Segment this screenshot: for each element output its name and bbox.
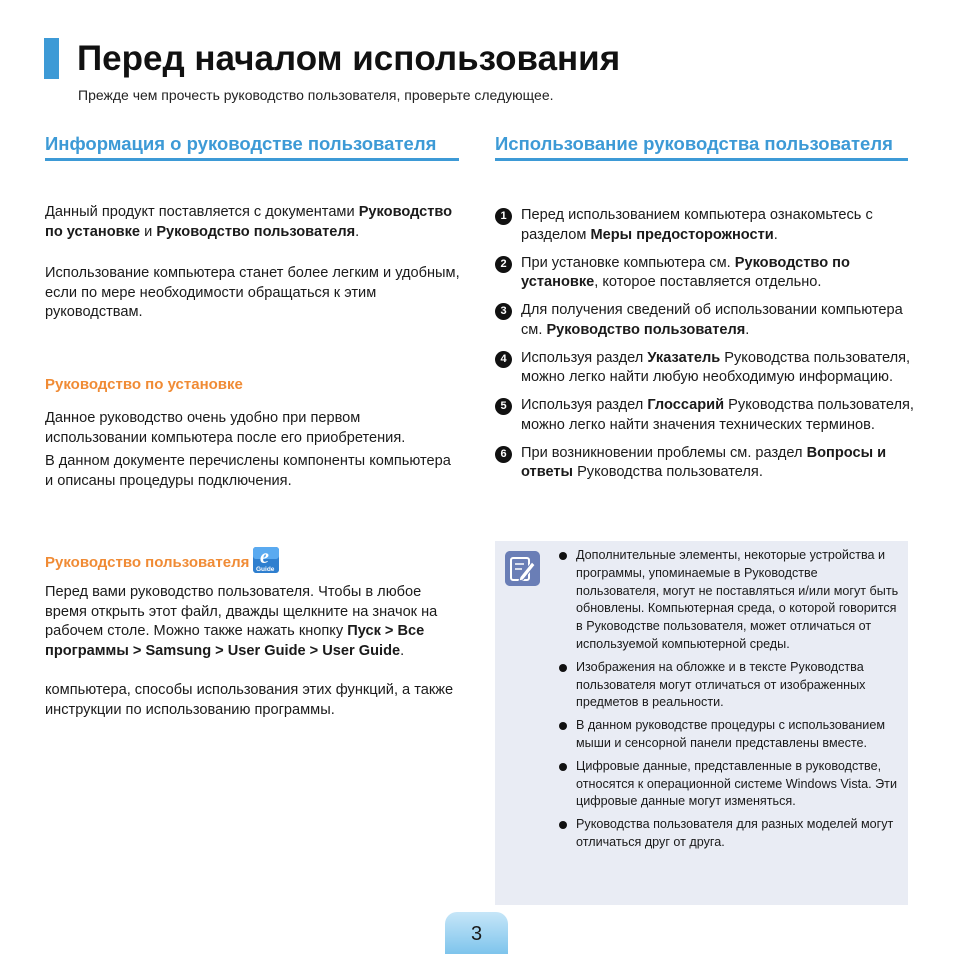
title-accent-bar (44, 38, 59, 79)
note-item: Дополнительные элементы, некоторые устройства и программы, упоминаемые в Руководстве пользователя, могут не поставляться и/или могут быть обновлены. Компьютерная среда, о которой говорится в Руководстве пользователя, может отличаться от используемой компьютерной среды. (559, 547, 899, 654)
right-section-heading: Использование руководства пользователя (495, 132, 908, 161)
page-title: Перед началом использования (77, 39, 621, 78)
e-guide-icon (253, 547, 279, 573)
note-item: Руководства пользователя для разных моделей могут отличаться друг от друга. (559, 816, 899, 852)
step-number-badge: 4 (495, 351, 512, 368)
bullet-icon (559, 552, 567, 560)
setup-guide-heading: Руководство по установке (45, 376, 243, 393)
setup-guide-paragraph-1: Данное руководство очень удобно при первом использовании компьютера после его приобретения. (45, 410, 406, 446)
user-guide-heading: Руководство пользователя e Guide (45, 547, 279, 573)
bullet-icon (559, 821, 567, 829)
bullet-icon (559, 664, 567, 672)
step-number-badge: 2 (495, 256, 512, 273)
page-subtitle: Прежде чем прочесть руководство пользователя, проверьте следующее. (78, 87, 554, 103)
bullet-icon (559, 722, 567, 730)
usage-step: 1 Перед использованием компьютера ознакомьтесь с разделом Меры предосторожности. (495, 206, 915, 245)
left-intro-paragraph: Данный продукт поставляется с документами Руководство по установке и Руководство пользователя. (45, 204, 453, 240)
notes-box (495, 541, 908, 905)
usage-step: 3 Для получения сведений об использовании компьютера см. Руководство пользователя. (495, 301, 915, 340)
step-number-badge: 5 (495, 398, 512, 415)
note-pencil-icon (505, 551, 540, 586)
usage-step: 2 При установке компьютера см. Руководство по установке, которое поставляется отдельно. (495, 254, 915, 293)
notes-list (559, 547, 899, 857)
left-section-heading: Информация о руководстве пользователя (45, 132, 459, 161)
usage-step: 6 При возникновении проблемы см. раздел Вопросы и ответы Руководства пользователя. (495, 444, 915, 483)
user-guide-paragraph-2: компьютера, способы использования этих функций, а также инструкции по использованию программы. (45, 682, 454, 718)
setup-guide-paragraph-2: В данном документе перечислены компоненты компьютера и описаны процедуры подключения. (45, 453, 451, 489)
usage-steps-list (495, 206, 915, 491)
user-guide-paragraph-1: Перед вами руководство пользователя. Чтобы в любое время открыть этот файл, дважды щелкните на значок на рабочем столе. Можно также нажать кнопку Пуск > Все программы > Samsung > User Guide > User Guide. (45, 584, 438, 659)
svg-text:Guide: Guide (256, 566, 275, 573)
step-number-badge: 1 (495, 208, 512, 225)
note-item: В данном руководстве процедуры с использованием мыши и сенсорной панели представлены вместе. (559, 717, 899, 753)
step-number-badge: 6 (495, 446, 512, 463)
left-intro-paragraph-2: Использование компьютера станет более легким и удобным, если по мере необходимости обращаться к этим руководствам. (45, 265, 460, 320)
usage-step: 5 Используя раздел Глоссарий Руководства пользователя, можно легко найти значения технических терминов. (495, 396, 915, 435)
step-number-badge: 3 (495, 303, 512, 320)
svg-text:e: e (260, 547, 270, 568)
bullet-icon (559, 763, 567, 771)
usage-step: 4 Используя раздел Указатель Руководства пользователя, можно легко найти любую необходимую информацию. (495, 349, 915, 388)
note-item: Цифровые данные, представленные в руководстве, относятся к операционной системе Windows Vista. Эти цифровые данные могут изменяться. (559, 758, 899, 811)
note-item: Изображения на обложке и в тексте Руководства пользователя могут отличаться от изображенных предметов в реальности. (559, 659, 899, 712)
page-number: 3 (470, 923, 483, 945)
